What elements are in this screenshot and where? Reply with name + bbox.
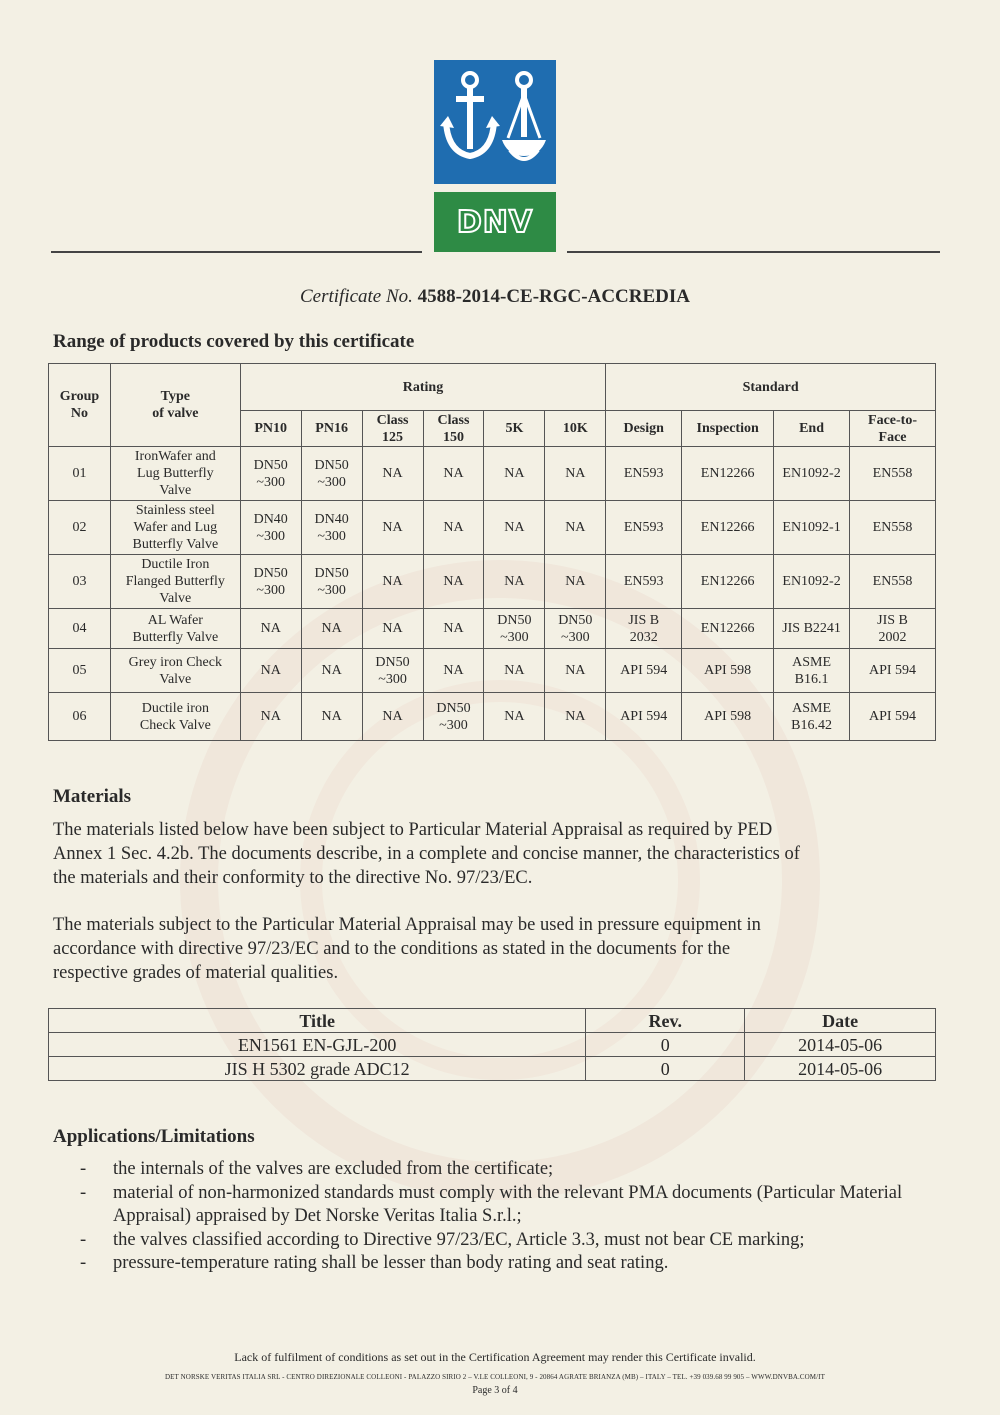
cell-face: EN558: [850, 501, 936, 555]
col-header-rating: Rating: [240, 364, 606, 411]
mat-header-2: Date: [745, 1009, 936, 1033]
col-header-rating-1: PN16: [301, 411, 362, 447]
cell-end: JIS B2241: [774, 609, 850, 649]
cell-group: 05: [49, 649, 111, 693]
col-header-rating-4: 5K: [484, 411, 545, 447]
certificate-label: Certificate No.: [299, 286, 413, 307]
cell-pn10: NA: [240, 609, 301, 649]
cell-c125: NA: [362, 447, 423, 501]
cell-c150: NA: [423, 609, 484, 649]
cell-k5: NA: [484, 555, 545, 609]
dnv-wordmark-box: [434, 192, 556, 252]
cell-inspection: EN12266: [682, 555, 774, 609]
cell-face: API 594: [850, 649, 936, 693]
cell-pn16: NA: [301, 649, 362, 693]
cell-k5: NA: [484, 649, 545, 693]
cell-pn16: DN50 ~300: [301, 555, 362, 609]
table-row: [49, 609, 936, 649]
bullet-dash: -: [80, 1182, 87, 1203]
applications-title: Applications/Limitations: [53, 1126, 255, 1147]
cell-c125: NA: [362, 609, 423, 649]
cell-design: EN593: [606, 501, 682, 555]
bullet-dash: -: [80, 1253, 87, 1273]
dnv-wordmark: DNV: [456, 204, 534, 240]
table-row: [49, 1033, 936, 1057]
cell-type: Stainless steel Wafer and Lug Butterfly Valve: [110, 501, 240, 555]
cell-k10: DN50 ~300: [545, 609, 606, 649]
cell-pn16: NA: [301, 609, 362, 649]
mat-cell: 0: [586, 1057, 745, 1081]
materials-table: [48, 1008, 936, 1081]
cell-group: 03: [49, 555, 111, 609]
cell-k10: NA: [545, 447, 606, 501]
range-title: Range of products covered by this certificate: [53, 331, 415, 352]
mat-cell: 0: [586, 1033, 745, 1057]
cell-type: Ductile Iron Flanged Butterfly Valve: [110, 555, 240, 609]
table-row: [49, 501, 936, 555]
cell-c150: NA: [423, 555, 484, 609]
list-item-text: material of non-harmonized standards must comply with the relevant PMA documents (Particular Material Appraisal) appraised by Det Norske Veritas Italia S.r.l.;: [113, 1182, 903, 1226]
list-item: [80, 1158, 940, 1182]
certificate-number-line: [0, 286, 990, 308]
materials-paragraph-2: The materials subject to the Particular Material Appraisal may be used in pressure equipment in accordance with directive 97/23/EC and to the conditions as stated in the documents for the respective grades of material qualities.: [53, 915, 761, 983]
footer-address: DET NORSKE VERITAS ITALIA SRL - CENTRO DIREZIONALE COLLEONI - PALAZZO SIRIO 2 – V.LE COLLEONI, 9 - 20864 AGRATE BRIANZA (MB) – ITALY – TEL. +39 039.68 99 905 – WWW.DNVBA.COM/IT: [165, 1373, 825, 1381]
cell-c150: NA: [423, 501, 484, 555]
cell-k5: DN50 ~300: [484, 609, 545, 649]
cell-face: EN558: [850, 555, 936, 609]
cell-type: AL Wafer Butterfly Valve: [110, 609, 240, 649]
cell-design: JIS B 2032: [606, 609, 682, 649]
dnv-logo: [434, 60, 556, 252]
cell-inspection: API 598: [682, 693, 774, 741]
header-rule-left: [51, 251, 422, 253]
anchor-scales-emblem: [434, 60, 556, 184]
cell-pn16: DN40 ~300: [301, 501, 362, 555]
cell-group: 02: [49, 501, 111, 555]
cell-face: EN558: [850, 447, 936, 501]
cell-c150: DN50 ~300: [423, 693, 484, 741]
cell-design: EN593: [606, 447, 682, 501]
col-header-type: Type of valve: [110, 364, 240, 447]
cell-design: API 594: [606, 649, 682, 693]
cell-k10: NA: [545, 649, 606, 693]
cell-inspection: API 598: [682, 649, 774, 693]
anchor-scales-icon: [434, 60, 556, 184]
list-item: [80, 1182, 940, 1229]
table-row: [49, 555, 936, 609]
materials-paragraph-1: The materials listed below have been subject to Particular Material Appraisal as required by PED Annex 1 Sec. 4.2b. The documents describe, in a complete and concise manner, the characteristics of the materials and their conformity to the directive No. 97/23/EC.: [53, 820, 800, 888]
cell-pn10: DN50 ~300: [240, 555, 301, 609]
cell-inspection: EN12266: [682, 501, 774, 555]
table-row: [49, 649, 936, 693]
cell-pn10: DN40 ~300: [240, 501, 301, 555]
col-header-rating-5: 10K: [545, 411, 606, 447]
cell-face: JIS B 2002: [850, 609, 936, 649]
cell-pn10: DN50 ~300: [240, 447, 301, 501]
cell-c150: NA: [423, 447, 484, 501]
cell-group: 04: [49, 609, 111, 649]
list-item: [80, 1252, 940, 1276]
cell-type: Grey iron Check Valve: [110, 649, 240, 693]
col-header-group: Group No: [49, 364, 111, 447]
range-table: [48, 363, 936, 741]
cell-end: EN1092-1: [774, 501, 850, 555]
mat-header-1: Rev.: [586, 1009, 745, 1033]
col-header-rating-3: Class 150: [423, 411, 484, 447]
cell-end: EN1092-2: [774, 447, 850, 501]
cell-group: 01: [49, 447, 111, 501]
bullet-dash: -: [80, 1159, 87, 1179]
cell-k5: NA: [484, 501, 545, 555]
table-row: [49, 447, 936, 501]
cell-type: Ductile iron Check Valve: [110, 693, 240, 741]
bullet-dash: -: [80, 1229, 87, 1250]
col-header-standard-0: Design: [606, 411, 682, 447]
cell-pn16: NA: [301, 693, 362, 741]
page-number: Page 3 of 4: [472, 1385, 518, 1396]
cell-pn16: DN50 ~300: [301, 447, 362, 501]
limitations-list: [80, 1158, 940, 1276]
cell-pn10: NA: [240, 693, 301, 741]
list-item-text: the internals of the valves are excluded from the certificate;: [113, 1159, 554, 1179]
cell-c125: NA: [362, 555, 423, 609]
table-row: [49, 693, 936, 741]
col-header-standard-3: Face-to- Face: [850, 411, 936, 447]
cell-c125: NA: [362, 501, 423, 555]
mat-cell: 2014-05-06: [745, 1033, 936, 1057]
cell-design: EN593: [606, 555, 682, 609]
list-item-text: pressure-temperature rating shall be lesser than body rating and seat rating.: [113, 1253, 669, 1273]
col-header-rating-2: Class 125: [362, 411, 423, 447]
cell-inspection: EN12266: [682, 447, 774, 501]
col-header-standard-2: End: [774, 411, 850, 447]
cell-design: API 594: [606, 693, 682, 741]
footer-notice: Lack of fulfilment of conditions as set out in the Certification Agreement may render this Certificate invalid.: [234, 1350, 756, 1364]
cell-type: IronWafer and Lug Butterfly Valve: [110, 447, 240, 501]
col-header-standard: Standard: [606, 364, 936, 411]
cell-inspection: EN12266: [682, 609, 774, 649]
cell-face: API 594: [850, 693, 936, 741]
cell-c150: NA: [423, 649, 484, 693]
table-row: [49, 1057, 936, 1081]
mat-header-0: Title: [49, 1009, 586, 1033]
cell-k10: NA: [545, 555, 606, 609]
cell-end: ASME B16.42: [774, 693, 850, 741]
cell-k10: NA: [545, 501, 606, 555]
cell-k5: NA: [484, 447, 545, 501]
cell-c125: DN50 ~300: [362, 649, 423, 693]
certificate-number: 4588-2014-CE-RGC-ACCREDIA: [417, 286, 690, 307]
cell-c125: NA: [362, 693, 423, 741]
cell-end: ASME B16.1: [774, 649, 850, 693]
cell-k10: NA: [545, 693, 606, 741]
cell-end: EN1092-2: [774, 555, 850, 609]
col-header-rating-0: PN10: [240, 411, 301, 447]
list-item: [80, 1229, 940, 1253]
col-header-standard-1: Inspection: [682, 411, 774, 447]
materials-title: Materials: [53, 786, 132, 807]
mat-cell: EN1561 EN-GJL-200: [49, 1033, 586, 1057]
mat-cell: 2014-05-06: [745, 1057, 936, 1081]
cell-group: 06: [49, 693, 111, 741]
header-rule-right: [567, 251, 940, 253]
mat-cell: JIS H 5302 grade ADC12: [49, 1057, 586, 1081]
list-item-text: the valves classified according to Directive 97/23/EC, Article 3.3, must not bear CE marking;: [113, 1229, 805, 1250]
cell-pn10: NA: [240, 649, 301, 693]
cell-k5: NA: [484, 693, 545, 741]
